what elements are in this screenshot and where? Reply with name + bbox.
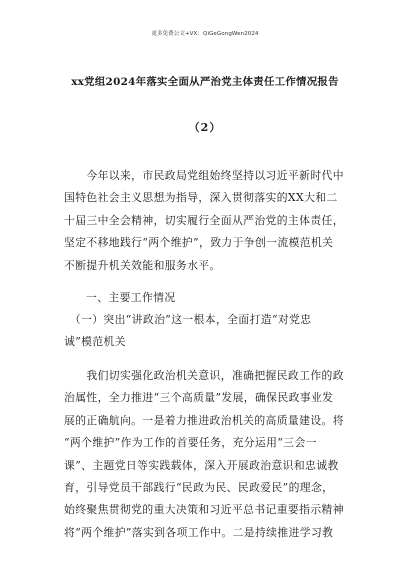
header-note: 更多免费公文+VX：QiGeGongWen2024 bbox=[151, 31, 259, 37]
paragraph-line: 始终聚焦贯彻党的重大决策和习近平总书记重要指示精神 bbox=[64, 503, 344, 517]
paragraph-line: 我们切实强化政治机关意识，准确把握民政工作的政 bbox=[64, 369, 344, 382]
paragraph-line: 治属性，全力推进“三个高质量”发展，确保民政事业发 bbox=[64, 391, 334, 405]
paragraph-line: 育，引导党员干部践行“民政为民、民政爱民”的理念， bbox=[64, 480, 334, 494]
subheading bbox=[64, 309, 348, 354]
paragraph-line: “两个维护”作为工作的首要任务，充分运用“三会一 bbox=[64, 436, 317, 450]
document-title: xx党组2024年落实全面从严治党主体责任工作情况报告 bbox=[71, 76, 339, 88]
section-heading bbox=[86, 287, 370, 309]
paragraph-line: 国特色社会主义思想为指导，深入贯彻落实的XX大和二 bbox=[64, 191, 338, 205]
paragraph-line: 将“两个维护”落实到各项工作中。二是持续推进学习教 bbox=[64, 525, 334, 539]
body-paragraph bbox=[64, 365, 348, 544]
subheading-line: 诚”模范机关 bbox=[64, 335, 126, 349]
paragraph-line: 展的正确航向。一是着力推进政治机关的高质量建设。将 bbox=[64, 413, 344, 427]
intro-paragraph bbox=[64, 165, 348, 277]
paragraph-line: 坚定不移地践行“两个维护”，致力于争创一流模范机关 bbox=[64, 236, 334, 250]
paragraph-line: 十届三中全会精神，切实履行全面从严治党的主体责任， bbox=[64, 213, 344, 227]
section-heading-text: 一、主要工作情况 bbox=[86, 291, 176, 304]
document-subtitle: （2） bbox=[188, 121, 222, 134]
paragraph-line: 不断提升机关效能和服务水平。 bbox=[64, 258, 221, 272]
paragraph-line: 课”、主题党日等实践载体，深入开展政治意识和忠诚教 bbox=[64, 458, 339, 472]
paragraph-line: 今年以来，市民政局党组始终坚持以习近平新时代中 bbox=[64, 169, 344, 182]
subheading-line: （一）突出“讲政治”这一根本，全面打造“对党忠 bbox=[64, 313, 312, 326]
